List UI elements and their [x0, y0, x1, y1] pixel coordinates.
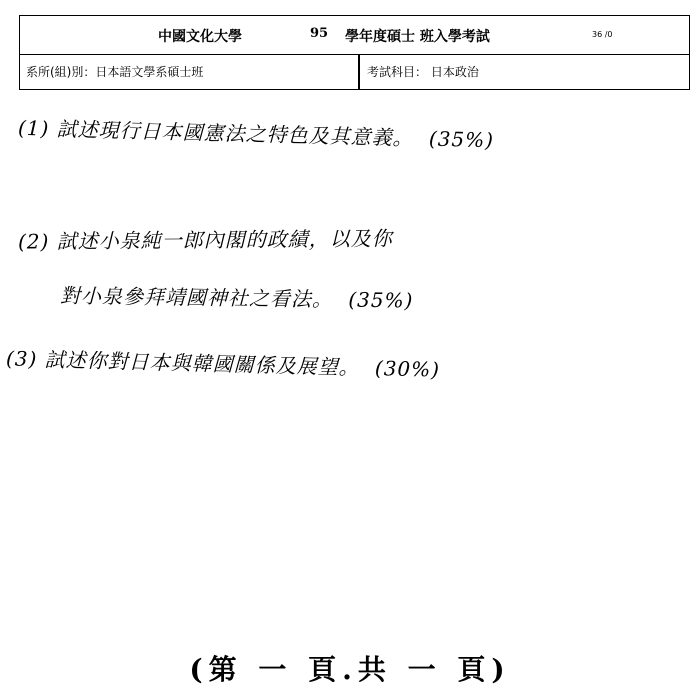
question-weight: (30%) — [374, 355, 441, 382]
header-title-row — [20, 16, 689, 55]
exam-header — [19, 15, 690, 90]
academic-year: 95 — [310, 26, 329, 41]
question-text: 試述你對日本與韓國關係及展望。 — [44, 347, 360, 380]
question-text: 對小泉參拜靖國神社之看法。 — [59, 283, 334, 312]
exam-title: 學年度碩士 班入學考試 — [345, 29, 490, 45]
university-name: 中國文化大學 — [158, 29, 242, 45]
question-1 — [18, 112, 495, 153]
question-weight: (35%) — [428, 126, 495, 153]
question-weight: (35%) — [348, 287, 414, 313]
department-label: 系所(組)別：日本語文學系碩士班 — [26, 65, 204, 79]
header-divider — [358, 54, 360, 89]
page-code: 36 /0 — [592, 30, 613, 39]
header-info-row — [20, 54, 689, 89]
question-number: (2) — [17, 229, 50, 254]
question-2-line-2 — [60, 280, 414, 314]
question-text: 試述小泉純一郎內閣的政績，以及你 — [56, 226, 393, 254]
question-text: 試述現行日本國憲法之特色及其意義。 — [56, 116, 414, 151]
page-footer: (第 一 頁.共 一 頁) — [189, 653, 511, 686]
question-2-line-1 — [18, 222, 393, 254]
question-3 — [6, 342, 441, 382]
question-number: (1) — [17, 115, 50, 141]
subject-label: 考試科目： 日本政治 — [367, 65, 479, 79]
question-number: (3) — [5, 346, 38, 372]
